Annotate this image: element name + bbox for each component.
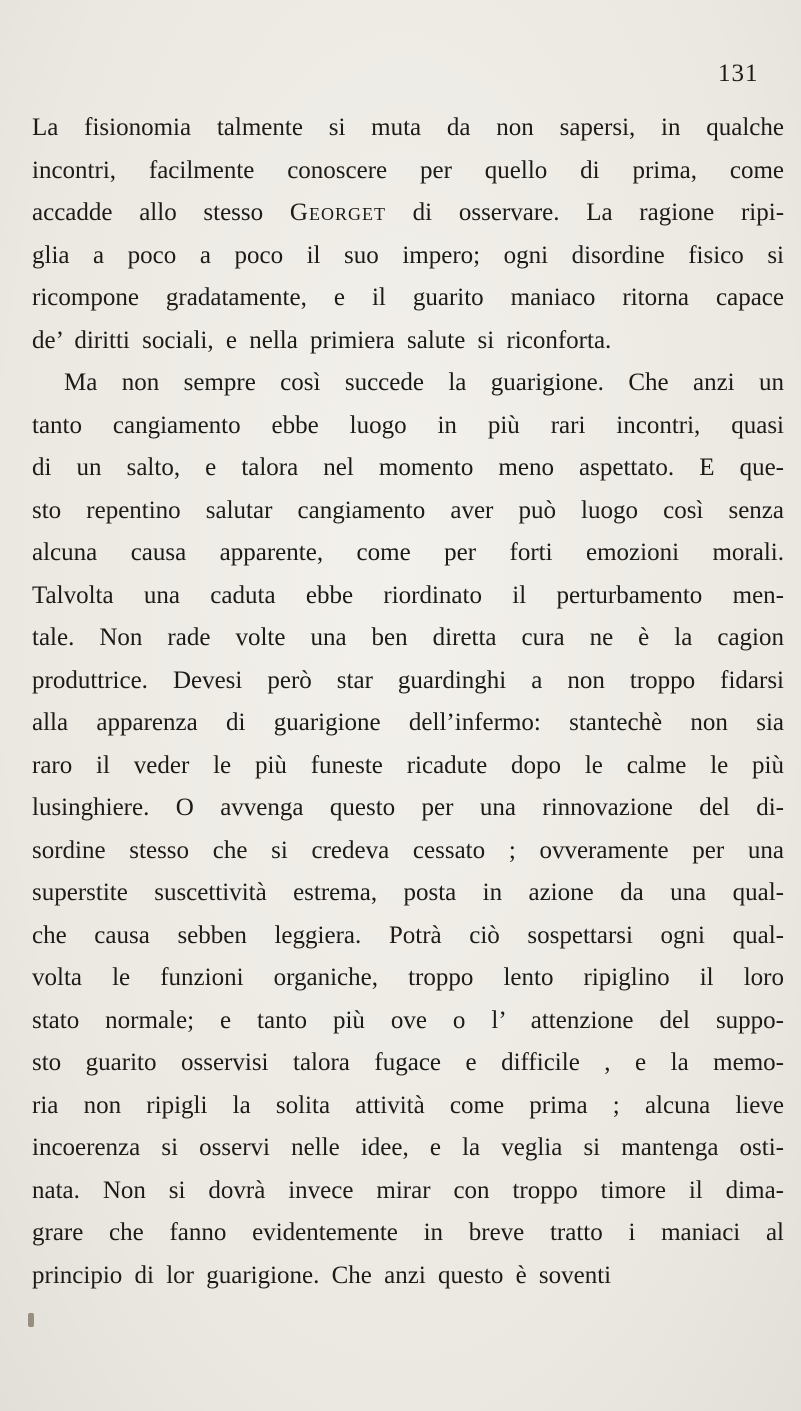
text-line: volta le funzioni organiche, troppo lento ripiglino il loro [32, 964, 784, 991]
text-line: produttrice. Devesi però star guardinghi a non troppo fidarsi [32, 666, 784, 694]
text-line: stato normale; e tanto più ove o l’ attenzione del suppo- [32, 1006, 784, 1034]
text-line: grare che fanno evidentemente in breve tratto i maniaci al [32, 1219, 784, 1246]
ink-mark [28, 1313, 34, 1327]
text-line: che causa sebben leggiera. Potrà ciò sospettarsi ogni qual- [32, 921, 784, 949]
text-segment: accadde allo stesso [32, 199, 264, 226]
body-text [32, 107, 784, 1297]
text-line: glia a poco a poco il suo impero; ogni disordine fisico si [32, 241, 784, 269]
text-line: di un salto, e talora nel momento meno aspettato. E que- [32, 454, 784, 481]
text-line: nata. Non si dovrà invece mirar con troppo timore il dima- [32, 1176, 784, 1204]
text-line: ria non ripigli la solita attività come prima ; alcuna lieve [32, 1091, 784, 1119]
text-line: La fisionomia talmente si muta da non sapersi, in qualche [32, 114, 784, 141]
text-line: incoerenza si osservi nelle idee, e la veglia si mantenga osti- [32, 1134, 784, 1161]
text-line: lusinghiere. O avvenga questo per una rinnovazione del di- [32, 794, 784, 821]
text-line: superstite suscettività estrema, posta in azione da una qual- [32, 879, 784, 906]
page-number: 131 [718, 60, 759, 87]
author-name: Georget [289, 199, 386, 226]
text-line: sto guarito osservisi talora fugace e difficile , e la memo- [32, 1049, 784, 1076]
text-line: principio di lor guarigione. Che anzi questo è soventi [32, 1261, 612, 1289]
text-line: raro il veder le più funeste ricadute dopo le calme le più [32, 751, 784, 779]
text-line [32, 192, 784, 235]
text-line: alla apparenza di guarigione dell’infermo: stantechè non sia [32, 709, 784, 736]
text-segment: di osservare. La ragione ripi- [412, 199, 785, 226]
text-line: incontri, facilmente conoscere per quello di prima, come [32, 156, 784, 184]
text-line: alcuna causa apparente, come per forti emozioni morali. [32, 539, 784, 566]
text-line: tanto cangiamento ebbe luogo in più rari incontri, quasi [32, 411, 784, 439]
text-line: Ma non sempre così succede la guarigione. Che anzi un [64, 369, 784, 396]
text-line: ricompone gradatamente, e il guarito maniaco ritorna capace [32, 284, 784, 311]
text-line: Talvolta una caduta ebbe riordinato il perturbamento men- [32, 581, 784, 609]
text-line: de’ diritti sociali, e nella primiera salute si riconforta. [32, 326, 612, 354]
text-line: sto repentino salutar cangiamento aver può luogo così senza [32, 496, 784, 524]
text-line: tale. Non rade volte una ben diretta cura ne è la cagion [32, 624, 784, 651]
text-line: sordine stesso che si credeva cessato ; ovveramente per una [32, 836, 784, 864]
